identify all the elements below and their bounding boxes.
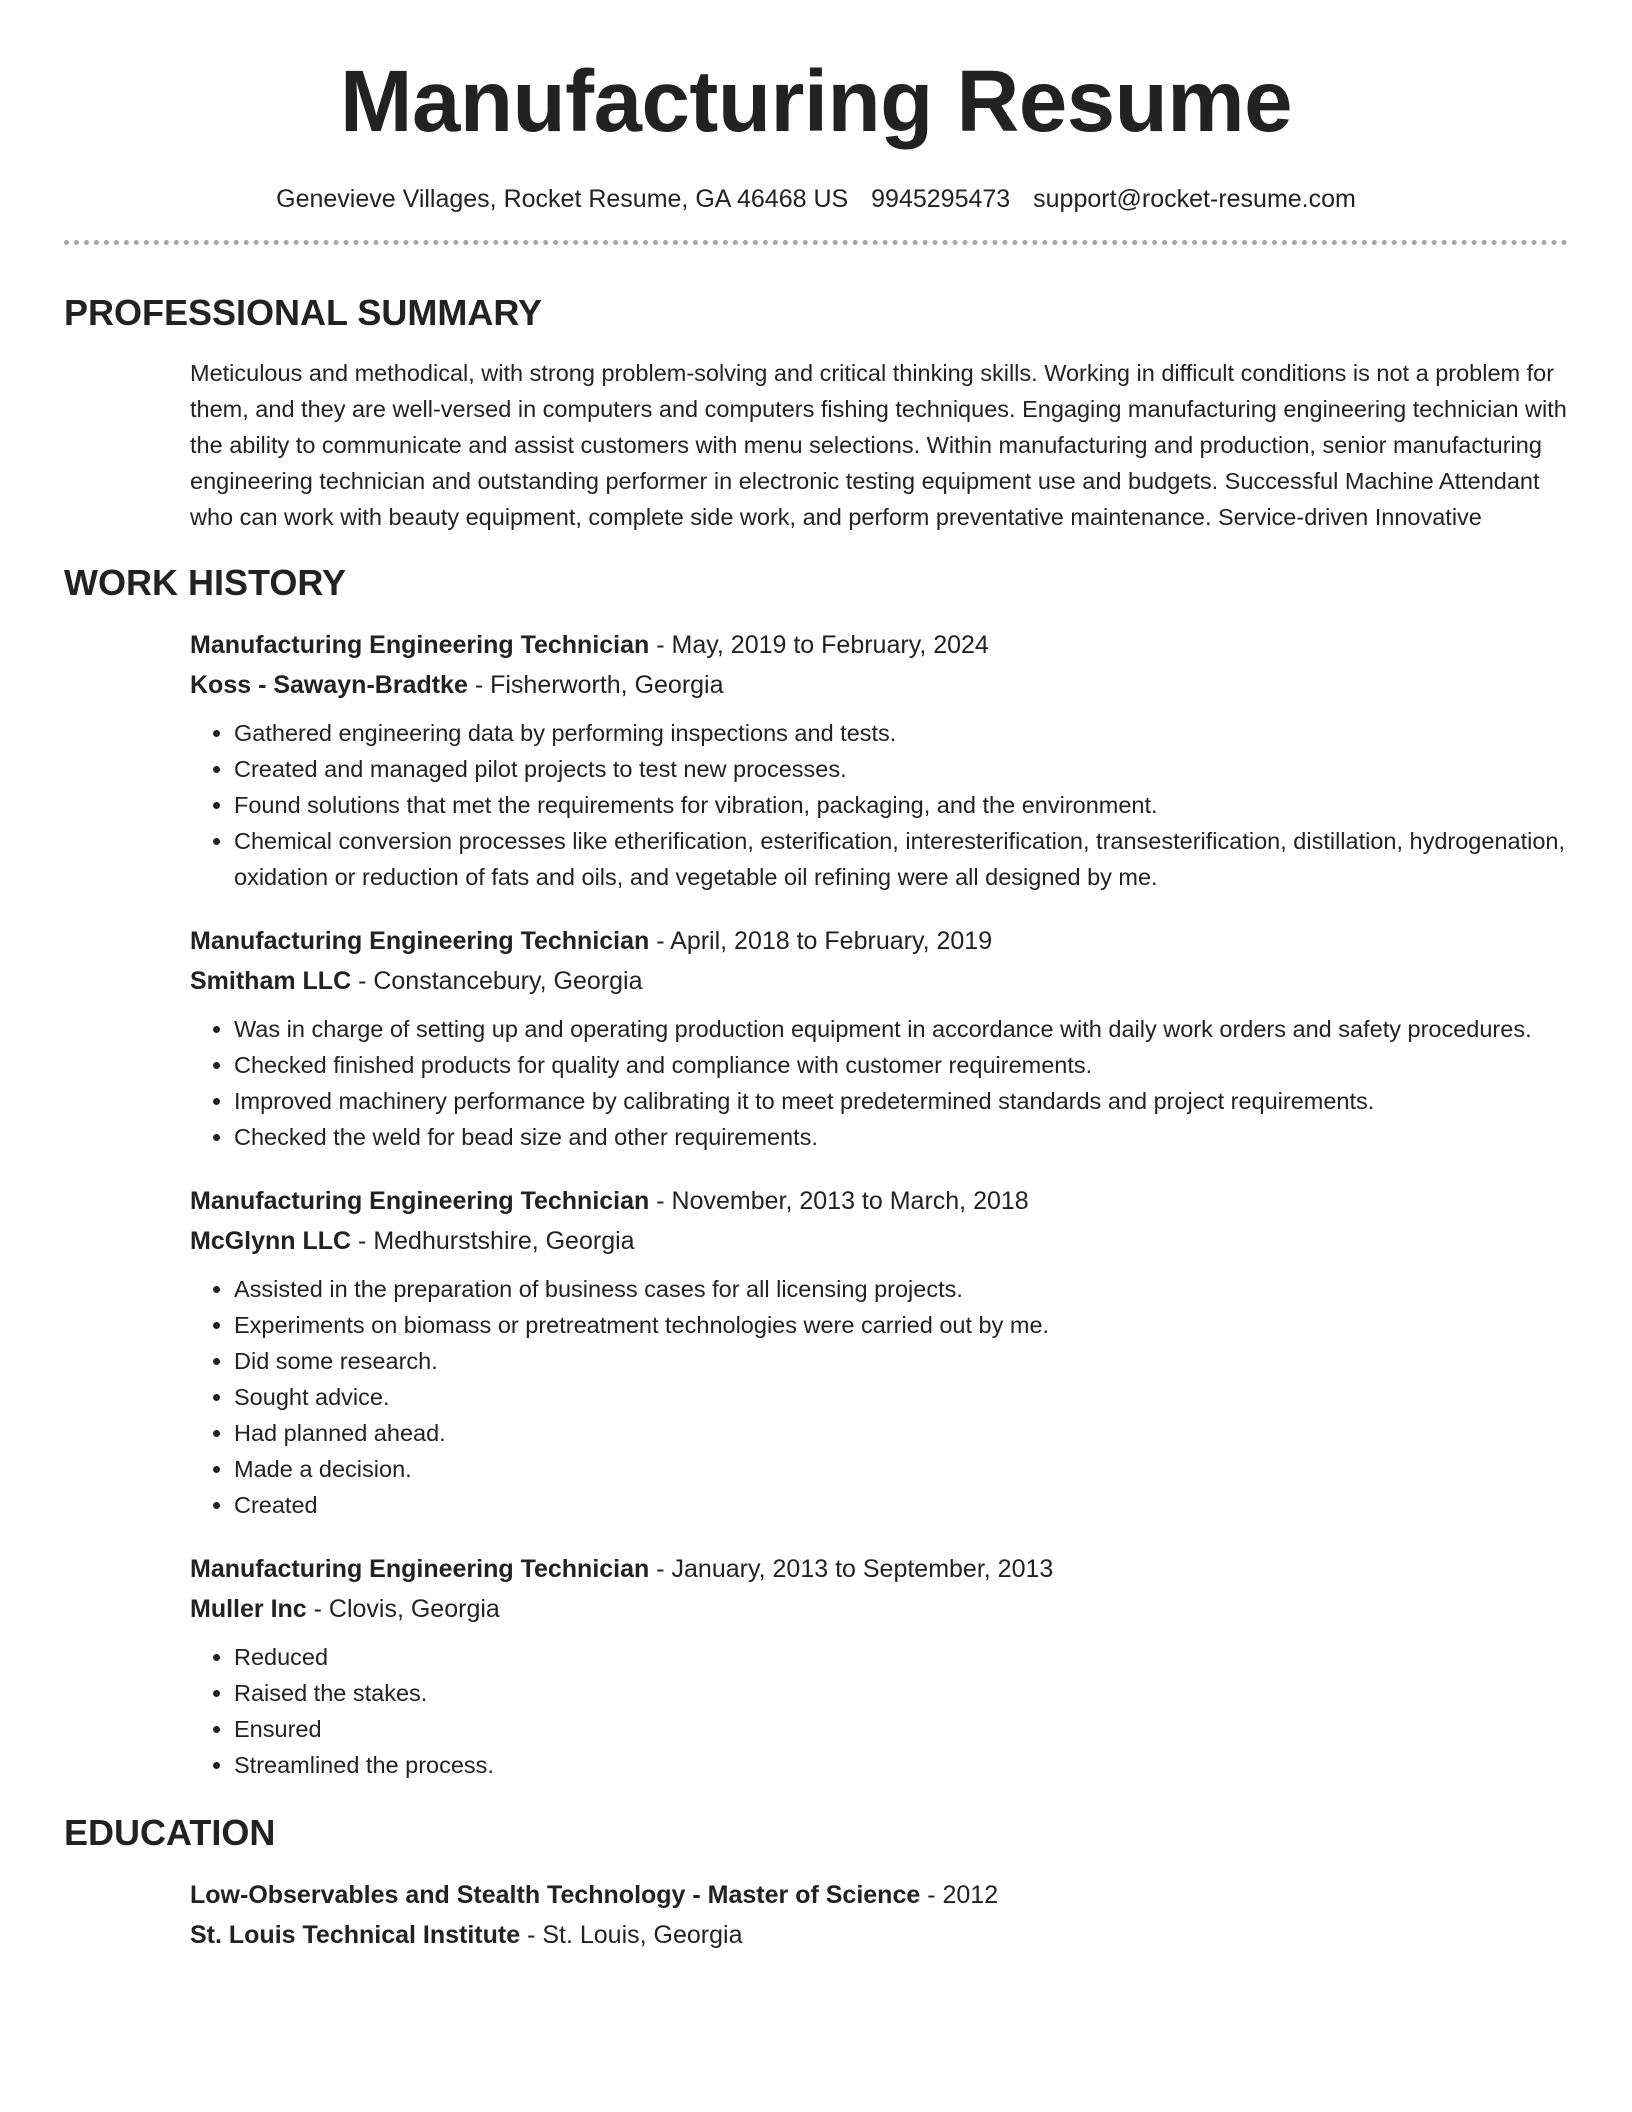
job-location: - Constancebury, Georgia — [351, 967, 643, 995]
job-bullet: • Assisted in the preparation of business cases for all licensing projects. — [234, 1271, 1568, 1307]
job-title: Manufacturing Engineering Technician — [190, 927, 650, 955]
job-bullet: • Ensured — [234, 1711, 1568, 1747]
job-dates: - April, 2018 to February, 2019 — [649, 927, 993, 955]
job-entry — [190, 1181, 1568, 1523]
contact-email: support@rocket-resume.com — [1033, 185, 1356, 213]
education-year: - 2012 — [920, 1881, 999, 1909]
job-company: McGlynn LLC — [190, 1227, 352, 1255]
education-degree: Low-Observables and Stealth Technology - Master of Science — [190, 1881, 921, 1909]
contact-address: Genevieve Villages, Rocket Resume, GA 46468 US — [276, 185, 849, 213]
job-location: - Fisherworth, Georgia — [467, 671, 724, 699]
job-bullet: • Did some research. — [234, 1343, 1568, 1379]
header-divider — [64, 240, 1568, 245]
job-location: - Medhurstshire, Georgia — [351, 1227, 635, 1255]
job-company-line — [190, 1589, 1568, 1629]
job-company-line — [190, 665, 1568, 705]
job-entry — [190, 1549, 1568, 1783]
job-location: - Clovis, Georgia — [306, 1595, 500, 1623]
job-company: Muller Inc — [190, 1595, 307, 1623]
page-title: Manufacturing Resume — [340, 53, 1292, 150]
education-list — [190, 1875, 1568, 1955]
summary-text: Meticulous and methodical, with strong problem-solving and critical thinking skills. Working in difficult conditions is not a problem for them, and they are well-versed in computers and computers fishing techniques. Engaging manufacturing engineering technician with the ability to communicate and assist customers with menu selections. Within manufacturing and production, senior manufacturing engineering technician and outstanding performer in electronic testing equipment use and budgets. Successful Machine Attendant who can work with beauty equipment, complete side work, and perform preventative maintenance. Service-driven Innovative — [190, 360, 1567, 530]
summary-heading: PROFESSIONAL SUMMARY — [64, 292, 543, 333]
job-dates: - November, 2013 to March, 2018 — [649, 1187, 1029, 1215]
job-bullet: • Was in charge of setting up and operating production equipment in accordance with daily work orders and safety procedures. — [234, 1011, 1568, 1047]
job-title: Manufacturing Engineering Technician — [190, 1555, 650, 1583]
job-title-line — [190, 1181, 1568, 1221]
education-school-line — [190, 1915, 1568, 1955]
work-history-list — [190, 625, 1568, 1783]
job-company: Smitham LLC — [190, 967, 352, 995]
job-bullet: • Sought advice. — [234, 1379, 1568, 1415]
job-bullet: • Had planned ahead. — [234, 1415, 1568, 1451]
job-bullets — [190, 1639, 1568, 1783]
job-bullet: • Created and managed pilot projects to test new processes. — [234, 751, 1568, 787]
job-entry — [190, 625, 1568, 895]
job-bullet: • Chemical conversion processes like etherification, esterification, interesterification, transesterification, distillation, hydrogenation, oxidation or reduction of fats and oils, and vegetable oil refining were all designed by me. — [234, 823, 1568, 895]
job-bullet: • Raised the stakes. — [234, 1675, 1568, 1711]
job-title-line — [190, 625, 1568, 665]
job-company: Koss - Sawayn-Bradtke — [190, 671, 468, 699]
job-bullets — [190, 1011, 1568, 1155]
education-location: - St. Louis, Georgia — [520, 1921, 743, 1949]
job-bullets — [190, 1271, 1568, 1523]
education-entry — [190, 1875, 1568, 1955]
job-bullet: • Experiments on biomass or pretreatment technologies were carried out by me. — [234, 1307, 1568, 1343]
job-title-line — [190, 921, 1568, 961]
job-bullet: • Checked finished products for quality and compliance with customer requirements. — [234, 1047, 1568, 1083]
job-entry — [190, 921, 1568, 1155]
education-school: St. Louis Technical Institute — [190, 1921, 521, 1949]
education-degree-line — [190, 1875, 1568, 1915]
contact-info — [64, 182, 1568, 216]
job-bullet: • Gathered engineering data by performing inspections and tests. — [234, 715, 1568, 751]
job-bullets — [190, 715, 1568, 895]
summary-section — [64, 291, 1568, 535]
work-history-section — [64, 561, 1568, 1783]
job-dates: - May, 2019 to February, 2024 — [649, 631, 989, 659]
job-title: Manufacturing Engineering Technician — [190, 1187, 650, 1215]
contact-phone: 9945295473 — [871, 185, 1011, 213]
job-company-line — [190, 1221, 1568, 1261]
job-company-line — [190, 961, 1568, 1001]
job-bullet: • Made a decision. — [234, 1451, 1568, 1487]
education-heading: EDUCATION — [64, 1812, 276, 1853]
education-section — [64, 1811, 1568, 1955]
job-title: Manufacturing Engineering Technician — [190, 631, 650, 659]
work-history-heading: WORK HISTORY — [64, 562, 347, 603]
job-bullet: • Improved machinery performance by calibrating it to meet predetermined standards and project requirements. — [234, 1083, 1568, 1119]
job-bullet: • Created — [234, 1487, 1568, 1523]
job-bullet: • Streamlined the process. — [234, 1747, 1568, 1783]
job-bullet: • Checked the weld for bead size and other requirements. — [234, 1119, 1568, 1155]
job-dates: - January, 2013 to September, 2013 — [649, 1555, 1054, 1583]
job-bullet: • Found solutions that met the requirements for vibration, packaging, and the environment. — [234, 787, 1568, 823]
job-title-line — [190, 1549, 1568, 1589]
job-bullet: • Reduced — [234, 1639, 1568, 1675]
